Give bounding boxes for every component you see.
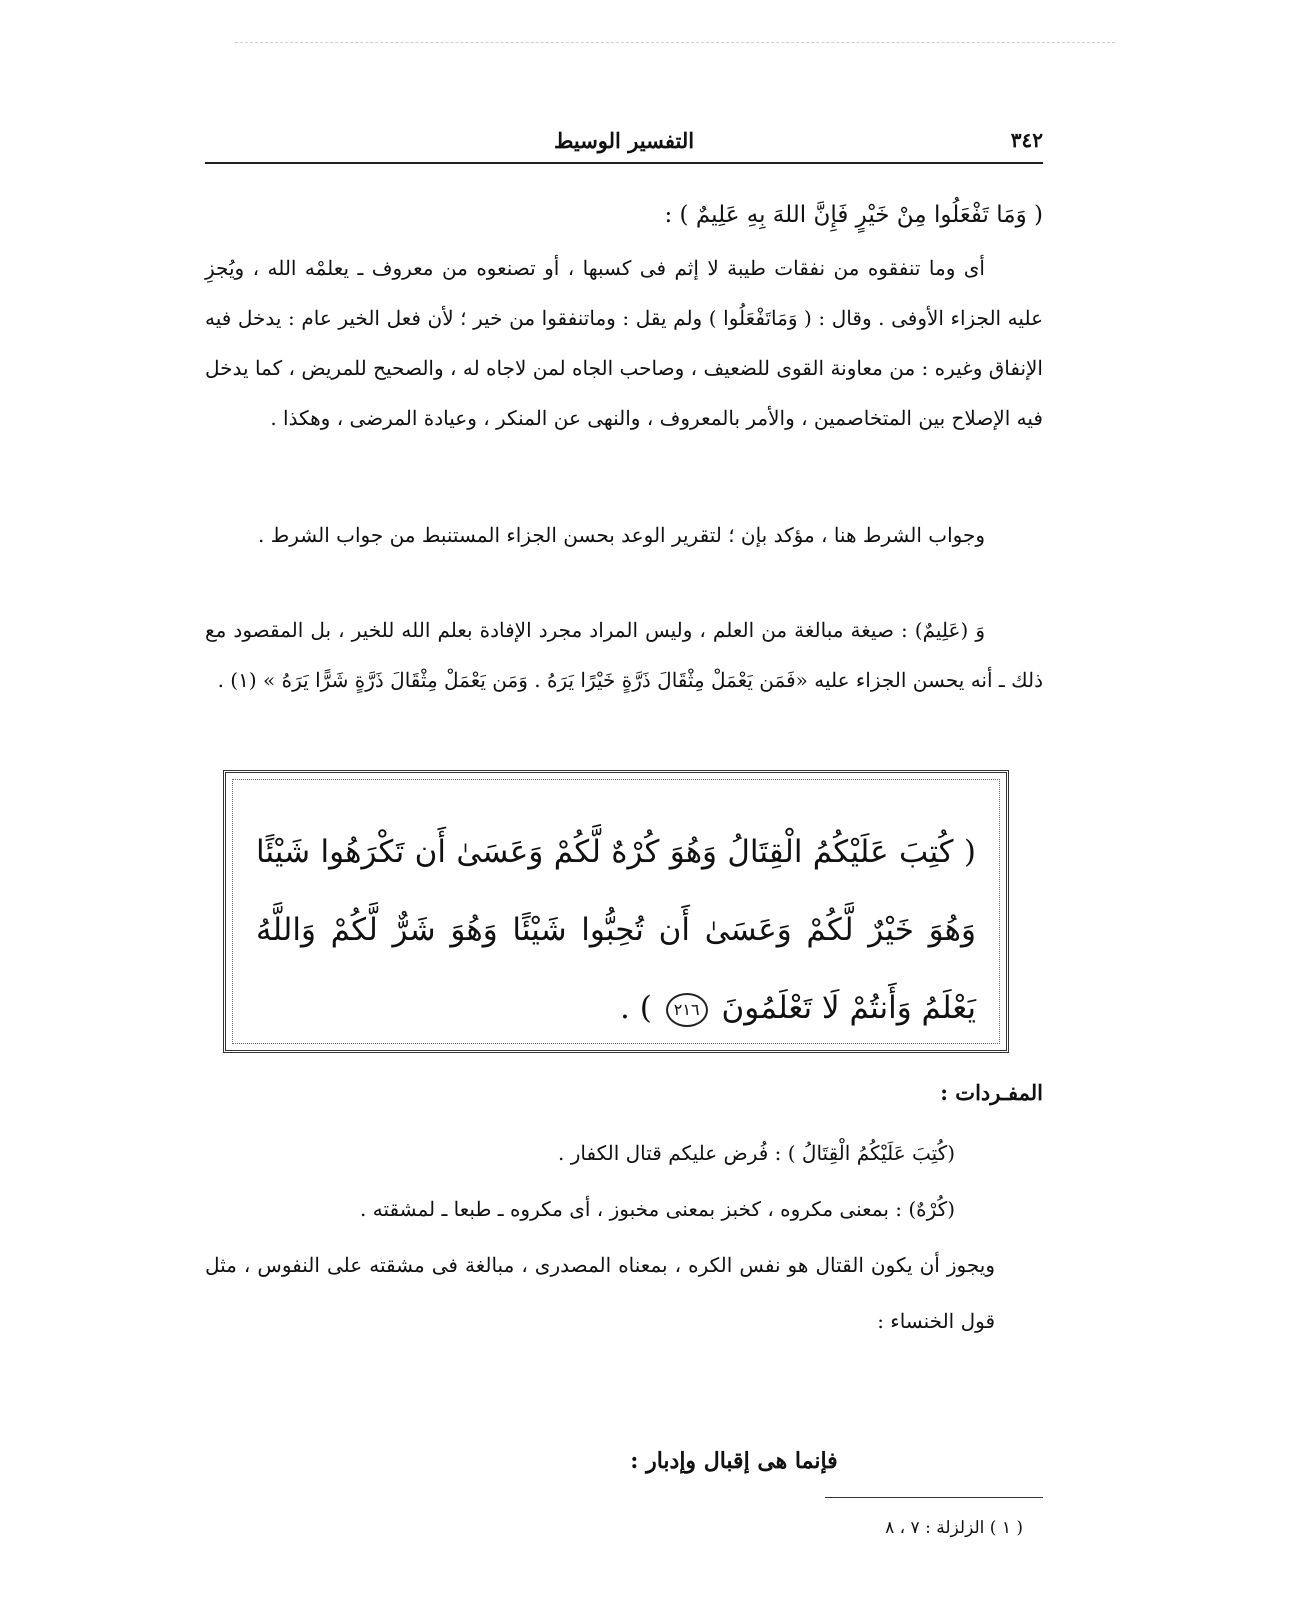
poem-line: فإنما هى إقبال وإدبار : (630, 1448, 838, 1474)
quran-verse-frame (223, 770, 1009, 1053)
footnote: ( ١ ) الزلزلة : ٧ ، ٨ (885, 1518, 1023, 1538)
commentary-paragraph-3: وَ (عَلِيمٌ) : صيغة مبالغة من العلم ، وليس المراد مجرد الإفادة بعلم الله للخير ، بل المقصود مع ذلك ـ أنه يحسن الجزاء عليه «فَمَن يَعْمَلْ مِثْقَالَ ذَرَّةٍ خَيْرًا يَرَهُ . وَمَن يَعْمَلْ مِثْقَالَ ذَرَّةٍ شَرًّا يَرَهُ » (١) . (205, 618, 1043, 692)
vocabulary-list (205, 1125, 995, 1349)
ayah-number-marker: ٢١٦ (666, 993, 708, 1027)
page-number: ٣٤٢ (1010, 128, 1043, 152)
vocabulary-title: المفـردات : (940, 1080, 1043, 1105)
quran-verse-text (256, 813, 976, 1047)
scan-artifact-line (235, 42, 1115, 43)
verse-heading: ( وَمَا تَفْعَلُوا مِنْ خَيْرٍ فَإِنَّ اللهَ بِهِ عَلِيمٌ ) : (664, 202, 1043, 228)
vocabulary-entry: (كُرْهٌ) : بمعنى مكروه ، كخبز بمعنى مخبوز ، أى مكروه ـ طبعا ـ لمشقته . (360, 1197, 955, 1221)
vocabulary-entry: ويجوز أن يكون القتال هو نفس الكره ، بمعناه المصدرى ، مبالغة فى مشقته على النفوس ، مثل قول الخنساء : (205, 1253, 995, 1333)
commentary-paragraph-2: وجواب الشرط هنا ، مؤكد بإن ؛ لتقرير الوعد بحسن الجزاء المستنبط من جواب الشرط . (258, 523, 985, 547)
quran-verse-closing: ) . (620, 990, 652, 1026)
header-rule (205, 162, 1043, 164)
vocabulary-entry: (كُتِبَ عَلَيْكُمُ الْقِتَالُ ) : فُرض عليكم قتال الكفار . (558, 1141, 955, 1165)
commentary-paragraph-1: أى وما تنفقوه من نفقات طيبة لا إثم فى كسبها ، أو تصنعوه من معروف ـ يعلمْه الله ، ويُجزِ عليه الجزاء الأوفى . وقال : ( وَمَاتَفْعَلُوا ) ولم يقل : وماتنفقوا من خير ؛ لأن فعل الخير عام : يدخل فيه الإنفاق وغيره : من معاونة القوى للضعيف ، وصاحب الجاه لمن لاجاه له ، والصحيح للمريض ، كما يدخل فيه الإصلاح بين المتخاصمين ، والأمر بالمعروف ، والنهى عن المنكر ، وعيادة المرضى ، وهكذا . (205, 256, 1043, 430)
page-header (205, 122, 1043, 162)
footnote-rule (825, 1497, 1043, 1498)
running-title: التفسير الوسيط (553, 128, 695, 153)
quran-verse-body: ( كُتِبَ عَلَيْكُمُ الْقِتَالُ وَهُوَ كُرْهٌ لَّكُمْ وَعَسَىٰ أَن تَكْرَهُوا شَيْئًا وَهُوَ خَيْرٌ لَّكُمْ وَعَسَىٰ أَن تُحِبُّوا شَيْئًا وَهُوَ شَرٌّ لَّكُمْ وَاللَّهُ يَعْلَمُ وَأَنتُمْ لَا تَعْلَمُونَ (256, 834, 976, 1026)
